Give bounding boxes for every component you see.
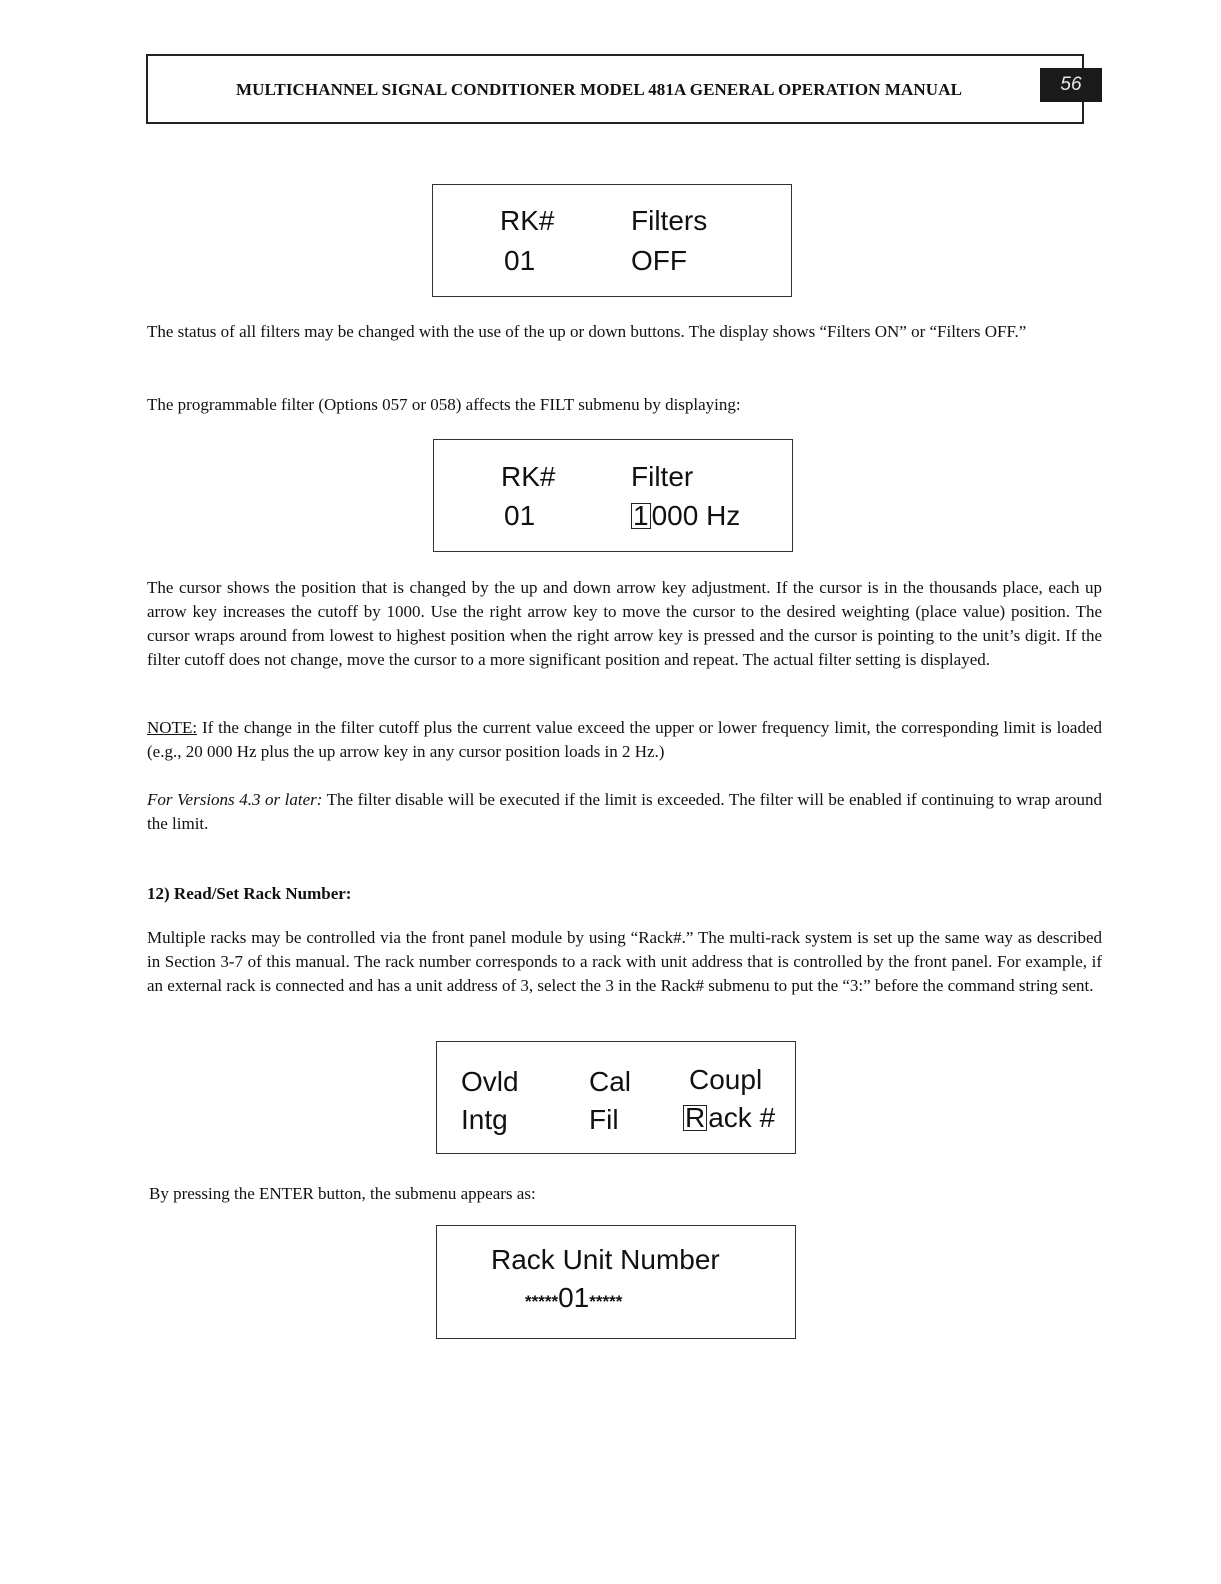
enter-button-paragraph: By pressing the ENTER button, the submenu appears as: bbox=[149, 1184, 536, 1203]
note-paragraph bbox=[147, 716, 1102, 764]
menu-coupl: Coupl bbox=[689, 1064, 763, 1095]
menu-rack bbox=[683, 1102, 775, 1134]
versions-text: The filter disable will be executed if the limit is exceeded. The filter will be enabled if continuing to wrap around the limit. bbox=[147, 790, 1102, 833]
rack-unit-value bbox=[525, 1282, 622, 1314]
stars-left: ***** bbox=[525, 1292, 559, 1311]
lcd-display-filters bbox=[432, 184, 792, 297]
menu-fil: Fil bbox=[589, 1104, 619, 1135]
rk-value: 01 bbox=[504, 500, 536, 531]
note-label: NOTE: bbox=[147, 718, 198, 737]
filter-value bbox=[631, 500, 740, 532]
cursor-letter: R bbox=[685, 1102, 706, 1133]
cursor-paragraph: The cursor shows the position that is changed by the up and down arrow key adjustment. If the cursor is in the thousands place, each up arrow key increases the cutoff by 1000. Use the right arrow key to move the cursor to the desired weighting (place value) position. The cursor wraps around from lowest to highest position when the right arrow key is pressed and the cursor is pointing to the unit’s digit. If the filter cutoff does not change, move the cursor to a more significant position and repeat. The actual filter setting is displayed. bbox=[147, 578, 1102, 669]
rk-label: RK# bbox=[500, 205, 555, 236]
page-header bbox=[146, 54, 1084, 124]
menu-intg: Intg bbox=[461, 1104, 508, 1135]
rk-label: RK# bbox=[501, 461, 556, 492]
rack-unit-number: 01 bbox=[558, 1282, 590, 1313]
page-number: 56 bbox=[1040, 68, 1102, 102]
programmable-filter-paragraph: The programmable filter (Options 057 or 058) affects the FILT submenu by displaying: bbox=[147, 395, 741, 414]
manual-title: MULTICHANNEL SIGNAL CONDITIONER MODEL 481A GENERAL OPERATION MANUAL bbox=[236, 80, 963, 99]
rack-unit-title: Rack Unit Number bbox=[491, 1244, 720, 1275]
filters-label: Filters bbox=[631, 205, 708, 236]
lcd-display-rack-unit-number bbox=[436, 1225, 796, 1339]
section-heading: 12) Read/Set Rack Number: bbox=[147, 884, 352, 903]
lcd-display-main-menu bbox=[436, 1041, 796, 1154]
filter-value-rest: 000 Hz bbox=[651, 500, 741, 531]
menu-cal: Cal bbox=[589, 1066, 632, 1097]
rack-number-paragraph: Multiple racks may be controlled via the front panel module by using “Rack#.” The multi-rack system is set up the same way as described in Section 3-7 of this manual. The rack number corresponds to a rack with unit address that is controlled by the front panel. For example, if an external rack is connected and has a unit address of 3, select the 3 in the Rack# submenu to put the “3:” before the command string sent. bbox=[147, 928, 1102, 995]
stars-right: ***** bbox=[589, 1292, 623, 1311]
versions-paragraph bbox=[147, 788, 1102, 836]
menu-rack-rest: ack # bbox=[708, 1102, 776, 1133]
versions-label: For Versions 4.3 or later: bbox=[147, 790, 323, 809]
rk-value: 01 bbox=[504, 245, 536, 276]
lcd-display-filter-cutoff bbox=[433, 439, 793, 552]
menu-ovld: Ovld bbox=[461, 1066, 519, 1097]
filter-label: Filter bbox=[631, 461, 694, 492]
cursor-digit: 1 bbox=[633, 500, 649, 531]
note-text: If the change in the filter cutoff plus the current value exceed the upper or lower frequency limit, the corresponding limit is loaded (e.g., 20 000 Hz plus the up arrow key in any cursor position loads in 2 Hz.) bbox=[147, 718, 1102, 761]
filters-value: OFF bbox=[631, 245, 687, 276]
filters-status-paragraph: The status of all filters may be changed with the use of the up or down buttons. The display shows “Filters ON” or “Filters OFF.” bbox=[147, 322, 1027, 341]
